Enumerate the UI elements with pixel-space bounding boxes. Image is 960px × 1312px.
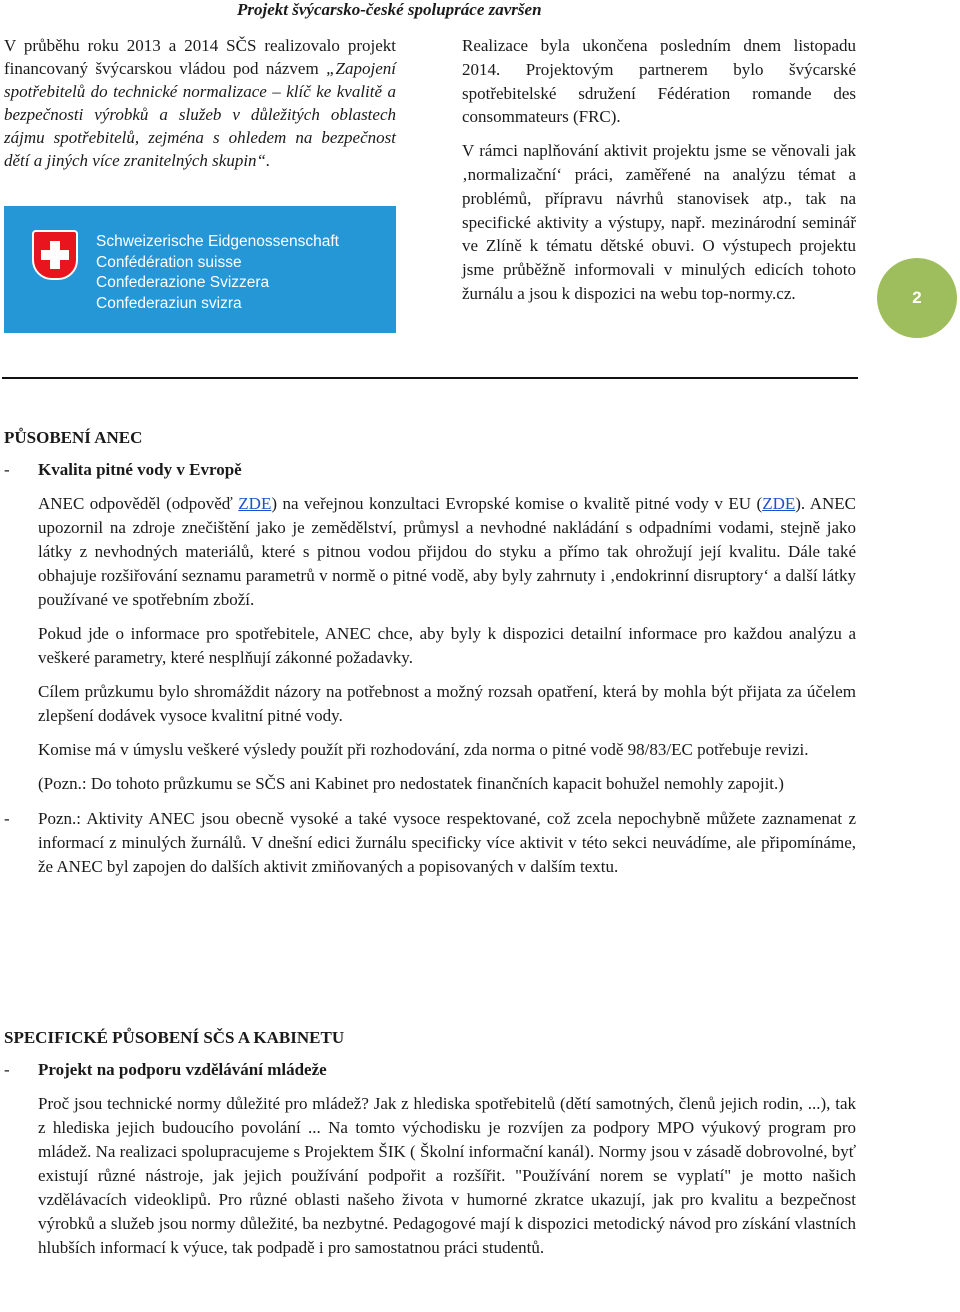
bullet-dash: - (4, 809, 10, 828)
anec-subheading-text: Kvalita pitné vody v Evropě (38, 460, 242, 479)
anec-paragraph-2: Pokud jde o informace pro spotřebitele, ANEC chce, aby byly k dispozici detailní informace pro každou analýzu a veškeré parametry, které nesplňují zákonné požadavky. (38, 624, 856, 667)
project-name: „Zapojení spotřebitelů do technické normalizace – klíč ke kvalitě a bezpečnosti výrobků a služeb v důležitých oblastech zájmu spotřebitelů, zejména s ohledem na bezpečnost dětí a jiných více zranitelných skupin“. (4, 59, 396, 170)
swiss-flag-icon (32, 230, 78, 280)
scs-subheading-text: Projekt na podporu vzdělávání mládeže (38, 1060, 327, 1079)
anec-note (4, 807, 856, 879)
bullet-dash: - (4, 1060, 10, 1079)
scs-heading: SPECIFICKÉ PŮSOBENÍ SČS A KABINETU (4, 1028, 345, 1047)
logo-line-german: Schweizerische Eidgenossenschaft (96, 233, 339, 250)
logo-line-french: Confédération suisse (96, 253, 242, 271)
project-completion-paragraph: Realizace byla ukončena posledním dnem listopadu 2014. Projektovým partnerem bylo švýcarské spotřebitelské sdružení Fédération romande des consommateurs (FRC). (462, 36, 856, 127)
anec-paragraph-4: Komise má v úmyslu veškeré výsledy použít při rozhodování, zda norma o pitné vodě 98/83/EC potřebuje revizi. (38, 740, 809, 759)
anec-heading: PŮSOBENÍ ANEC (4, 428, 143, 447)
anec-note-text: Pozn.: Aktivity ANEC jsou obecně vysoké a také vysoce respektované, což zcela nepochybně můžete zaznamenat z informací z minulých žurnálů. V dnešní edici žurnálu specificky více aktivit v této sekci neuvádíme, ale připomínáme, že ANEC byl zapojen do dalších aktivit zmiňovaných a popisovaných v dalším textu. (38, 809, 856, 876)
logo-line-romansh: Confederaziun svizra (96, 294, 242, 312)
anec-paragraph-3: Cílem průzkumu bylo shromáždit názory na potřebnost a možný rozsah opatření, která by mohla být přijata za účelem zlepšení dodávek vysoce kvalitní pitné vody. (38, 682, 856, 725)
scs-paragraph-1: Proč jsou technické normy důležité pro mládež? Jak z hlediska spotřebitelů (dětí samotných, členů jejich rodin, ...), tak z hlediska jejich budoucího povolání ... Na tomto východisku je rozvíjen za podpory MPO výukový program pro mládež. Na realizaci spolupracujeme s Projektem ŠIK ( Školní informační kanál). Normy jsou v zásadě dobrovolné, byť existují různé nástroje, jak jejich používání podpořit a rozšířit. "Používání norem se vyplatí" je motto našich vzdělávacích videoklipů. Pro různé oblasti našeho života v humorné zkratce ukazují, jak pro kvalitu a bezpečnost výrobků a služeb jsou normy důležité, ba nezbytné. Pedagogové mají k dispozici metodický návod pro získání vlastních hlubších informací k výuce, tak podpadě i pro samostatnou práci studentů. (38, 1094, 856, 1257)
anec-paragraph-1 (4, 492, 856, 612)
scs-subheading (4, 1058, 856, 1082)
consultation-link[interactable]: ZDE (762, 494, 796, 513)
logo-text (96, 232, 339, 314)
anec-subheading (4, 458, 856, 482)
project-activities-paragraph: V rámci naplňování aktivit projektu jsme se věnovali jak ‚normalizační‘ práci, zaměřené na analýzu témat a problémů, přípravu návrhů stanovisek atp., tak na specifické aktivity a výstupy, např. mezinárodní seminář ve Zlíně k tématu dětské obuvi. O výstupech projektu jsme průběžně informovali v minulých edicích tohoto žurnálu a jsou k dispozici na webu top-normy.cz. (462, 141, 856, 303)
anec-p1-text-a: ANEC odpověděl (odpověď (38, 494, 239, 513)
page-number-badge: 2 (877, 258, 957, 338)
anec-p1-text-b: ) na veřejnou konzultaci Evropské komise o kvalitě pitné vody v EU ( (271, 494, 763, 513)
anec-p1-text-c: ). ANEC upozornil na zdroje znečištění jako je zemědělství, průmysl a nevhodné nakládání s odpadními vodami, stejně jako látky z nevhodných materiálů, které s pitnou vodou přijdou do styku a přímo tak ohrožují její kvalitu. Dále také obhajuje rozšiřování seznamu parametrů v normě o pitné vodě, aby byly zahrnuty i ‚endokrinní disruptory‘ a další látky používané ve spotřebním zboží. (38, 494, 856, 609)
scs-section (4, 1026, 856, 1260)
bullet-dash: - (4, 460, 10, 479)
logo-line-italian: Confederazione Svizzera (96, 274, 270, 291)
intro-text: V průběhu roku 2013 a 2014 SČS realizovalo projekt financovaný švýcarskou vládou pod názvem (4, 36, 396, 78)
response-link[interactable]: ZDE (238, 494, 272, 513)
section-divider (2, 377, 858, 379)
swiss-confederation-logo (4, 206, 396, 333)
article-title: Projekt švýcarsko-české spolupráce završen (237, 0, 542, 19)
anec-paragraph-5: (Pozn.: Do tohoto průzkumu se SČS ani Kabinet pro nedostatek finančních kapacit bohužel nemohly zapojit.) (38, 774, 784, 793)
anec-section (4, 426, 856, 879)
project-summary (462, 34, 856, 316)
intro-paragraph (4, 34, 396, 172)
